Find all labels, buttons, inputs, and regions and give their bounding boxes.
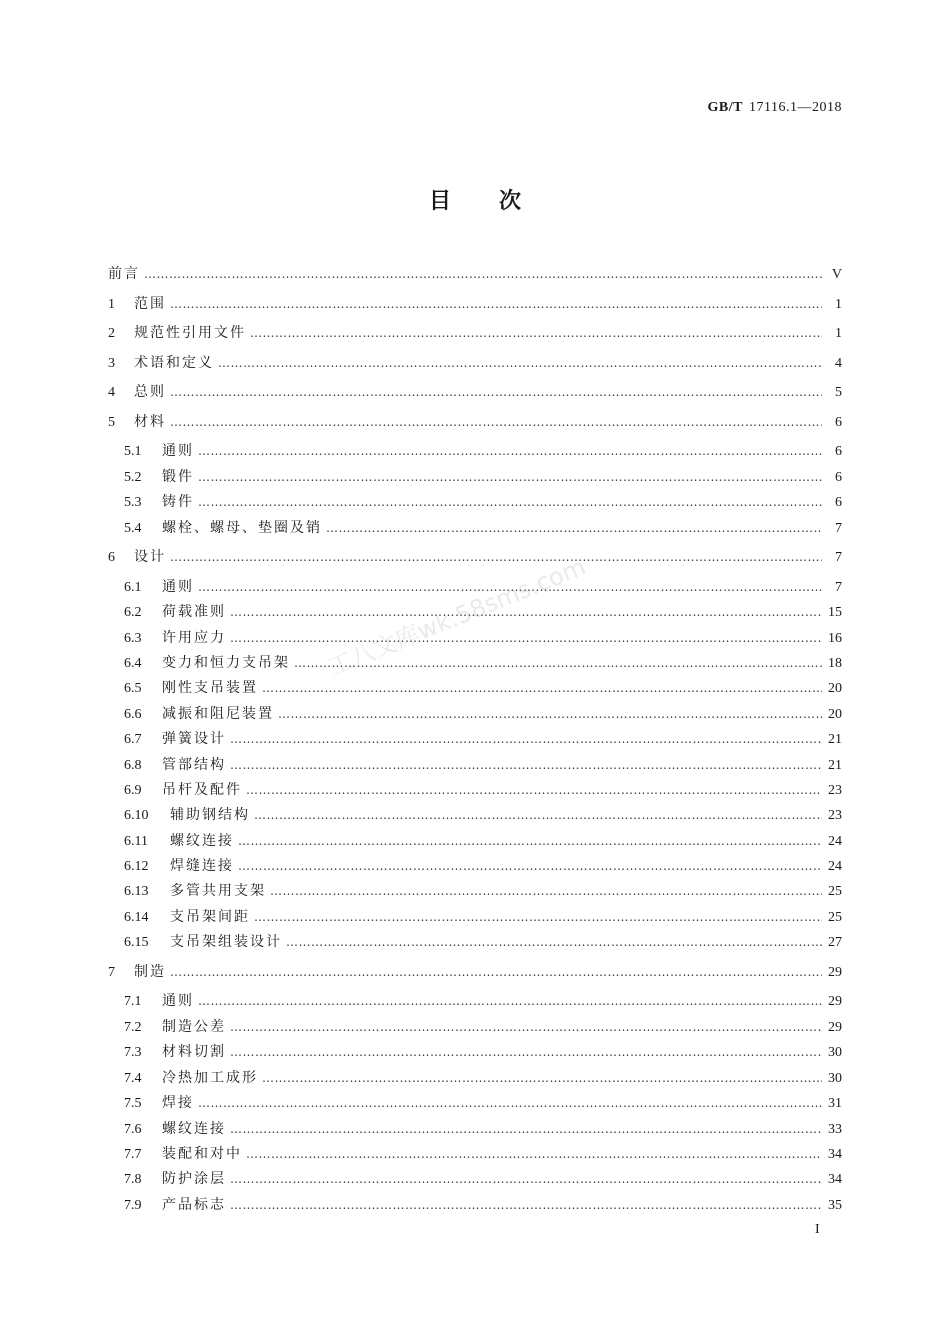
- toc-entry[interactable]: [108, 754, 842, 778]
- toc-leader-dots: [262, 1071, 822, 1085]
- toc-entry-page: 25: [828, 884, 842, 899]
- toc-leader-dots: [246, 1147, 822, 1161]
- toc-entry[interactable]: [108, 466, 842, 490]
- toc-entry-page: 29: [828, 994, 842, 1009]
- toc-entry-page: 33: [828, 1122, 842, 1137]
- toc-entry-number: 6.3: [124, 631, 142, 646]
- toc-entry-page: 29: [828, 965, 842, 980]
- toc-entry-number: 7.9: [124, 1198, 142, 1213]
- toc-entry-page: 24: [828, 834, 842, 849]
- toc-entry-label: 刚性支吊装置: [162, 680, 258, 696]
- toc-entry-number: 7.6: [124, 1122, 142, 1137]
- toc-leader-dots: [246, 783, 822, 797]
- toc-leader-dots: [198, 1096, 822, 1110]
- toc-entry[interactable]: [108, 855, 842, 879]
- toc-entry-number: 6.8: [124, 758, 142, 773]
- toc-entry[interactable]: [108, 381, 842, 405]
- toc-entry-label: 范围: [134, 296, 166, 312]
- toc-entry-page: 21: [828, 758, 842, 773]
- toc-entry[interactable]: [108, 703, 842, 727]
- toc-entry-number: 7.4: [124, 1071, 142, 1086]
- toc-entry-page: 20: [828, 707, 842, 722]
- toc-entry[interactable]: [108, 263, 842, 287]
- toc-entry[interactable]: [108, 1016, 842, 1040]
- toc-entry-page: 23: [828, 808, 842, 823]
- toc-entry-label: 焊接: [162, 1095, 194, 1111]
- toc-entry[interactable]: [108, 411, 842, 435]
- toc-entry-page: 24: [828, 859, 842, 874]
- toc-entry-number: 6.6: [124, 707, 142, 722]
- toc-leader-dots: [286, 935, 822, 949]
- toc-entry-number: 7.5: [124, 1096, 142, 1111]
- toc-entry-label: 管部结构: [162, 757, 226, 773]
- toc-entry-number: 6.2: [124, 605, 142, 620]
- toc-entry-label: 装配和对中: [162, 1146, 242, 1162]
- page-number: I: [815, 1222, 820, 1237]
- toc-leader-dots: [198, 470, 822, 484]
- toc-entry-label: 材料切割: [162, 1044, 226, 1060]
- toc-entry-number: 6.10: [124, 808, 149, 823]
- toc-entry-number: 5: [108, 415, 115, 430]
- toc-entry-label: 许用应力: [162, 630, 226, 646]
- toc-leader-dots: [218, 356, 822, 370]
- toc-leader-dots: [170, 965, 822, 979]
- toc-entry-page: 30: [828, 1045, 842, 1060]
- toc-entry-label: 规范性引用文件: [134, 325, 246, 341]
- toc-entry-page: 30: [828, 1071, 842, 1086]
- toc-leader-dots: [230, 1122, 822, 1136]
- toc-entry-label: 通则: [162, 443, 194, 459]
- toc-entry-number: 6.1: [124, 580, 142, 595]
- toc-entry-number: 7.1: [124, 994, 142, 1009]
- toc-leader-dots: [198, 444, 822, 458]
- toc-entry-page: 20: [828, 681, 842, 696]
- toc-leader-dots: [230, 758, 822, 772]
- toc-entry-number: 5.1: [124, 444, 142, 459]
- toc-entry[interactable]: [108, 880, 842, 904]
- toc-entry-page: 6: [835, 470, 842, 485]
- toc-entry-number: 6.12: [124, 859, 149, 874]
- toc-entry-page: 16: [828, 631, 842, 646]
- toc-entry-number: 7.3: [124, 1045, 142, 1060]
- toc-entry-page: 5: [835, 385, 842, 400]
- toc-entry-number: 6: [108, 550, 115, 565]
- toc-entry[interactable]: [108, 293, 842, 317]
- toc-leader-dots: [230, 1020, 822, 1034]
- toc-entry-page: 18: [828, 656, 842, 671]
- toc-leader-dots: [254, 808, 822, 822]
- toc-entry-number: 6.5: [124, 681, 142, 696]
- toc-entry-label: 变力和恒力支吊架: [162, 655, 290, 671]
- toc-entry-label: 制造: [134, 964, 166, 980]
- toc-entry[interactable]: [108, 931, 842, 955]
- toc-entry-page: 21: [828, 732, 842, 747]
- standard-number: 17116.1—2018: [749, 100, 842, 115]
- toc-entry-page: 25: [828, 910, 842, 925]
- toc-entry[interactable]: [108, 906, 842, 930]
- toc-entry-number: 5.4: [124, 521, 142, 536]
- toc-entry-page: 27: [828, 935, 842, 950]
- toc-entry[interactable]: [108, 352, 842, 376]
- toc-entry-label: 荷载准则: [162, 604, 226, 620]
- toc-entry-label: 辅助钢结构: [170, 807, 250, 823]
- toc-entry-page: 1: [835, 297, 842, 312]
- toc-leader-dots: [230, 605, 822, 619]
- toc-leader-dots: [198, 994, 822, 1008]
- toc-leader-dots: [170, 297, 822, 311]
- toc-entry-number: 2: [108, 326, 115, 341]
- toc-entry-label: 支吊架组装设计: [170, 934, 282, 950]
- toc-entry[interactable]: [108, 322, 842, 346]
- toc-leader-dots: [230, 631, 822, 645]
- toc-entry[interactable]: [108, 546, 842, 570]
- toc-entry-label: 铸件: [162, 494, 194, 510]
- toc-leader-dots: [250, 326, 822, 340]
- toc-entry-page: 6: [835, 415, 842, 430]
- toc-entry-label: 冷热加工成形: [162, 1070, 258, 1086]
- toc-entry-number: 4: [108, 385, 115, 400]
- toc-entry-label: 多管共用支架: [170, 883, 266, 899]
- toc-entry[interactable]: [108, 517, 842, 541]
- toc-entry-label: 螺纹连接: [170, 833, 234, 849]
- toc-entry-number: 6.11: [124, 834, 148, 849]
- toc-entry[interactable]: [108, 1143, 842, 1167]
- toc-leader-dots: [254, 910, 822, 924]
- toc-entry[interactable]: [108, 990, 842, 1014]
- toc-entry-label: 通则: [162, 993, 194, 1009]
- toc-leader-dots: [170, 385, 822, 399]
- toc-entry-label: 螺纹连接: [162, 1121, 226, 1137]
- toc-entry-page: 35: [828, 1198, 842, 1213]
- toc-entry[interactable]: [108, 440, 842, 464]
- toc-leader-dots: [262, 681, 822, 695]
- toc-entry-number: 7.7: [124, 1147, 142, 1162]
- toc-entry[interactable]: [108, 830, 842, 854]
- toc-entry-page: 7: [835, 521, 842, 536]
- toc-entry-label: 总则: [134, 384, 166, 400]
- toc-entry-number: 7: [108, 965, 115, 980]
- toc-leader-dots: [238, 859, 822, 873]
- toc-entry-number: 6.7: [124, 732, 142, 747]
- toc-leader-dots: [238, 834, 822, 848]
- toc-entry[interactable]: [108, 1168, 842, 1192]
- toc-entry-label: 支吊架间距: [170, 909, 250, 925]
- toc-leader-dots: [326, 521, 822, 535]
- toc-entry-number: 1: [108, 297, 115, 312]
- toc-entry-label: 焊缝连接: [170, 858, 234, 874]
- toc-entry[interactable]: [108, 627, 842, 651]
- toc-leader-dots: [144, 267, 822, 281]
- toc-entry[interactable]: [108, 1067, 842, 1091]
- toc-entry-page: 6: [835, 495, 842, 510]
- toc-entry[interactable]: [108, 779, 842, 803]
- toc-entry-page: 31: [828, 1096, 842, 1111]
- toc-entry-page: 6: [835, 444, 842, 459]
- toc-entry-page: 7: [835, 550, 842, 565]
- toc-entry-number: 3: [108, 356, 115, 371]
- toc-entry-label: 螺栓、螺母、垫圈及销: [162, 520, 322, 536]
- toc-entry[interactable]: [108, 677, 842, 701]
- toc-entry-number: 5.2: [124, 470, 142, 485]
- standard-code: [708, 100, 842, 116]
- toc-leader-dots: [198, 495, 822, 509]
- toc-entry-label: 锻件: [162, 469, 194, 485]
- toc-entry[interactable]: [108, 1041, 842, 1065]
- toc-entry[interactable]: [108, 652, 842, 676]
- toc-entry-page: 34: [828, 1172, 842, 1187]
- toc-entry-number: 7.2: [124, 1020, 142, 1035]
- toc-leader-dots: [230, 1045, 822, 1059]
- toc-leader-dots: [230, 1172, 822, 1186]
- toc-entry-label: 术语和定义: [134, 355, 214, 371]
- toc-leader-dots: [270, 884, 822, 898]
- toc-entry-page: 29: [828, 1020, 842, 1035]
- toc-entry-number: 6.13: [124, 884, 149, 899]
- watermark: 工八文库wk.58sms.com: [324, 552, 590, 682]
- standard-prefix: GB/T: [707, 100, 744, 115]
- toc-leader-dots: [170, 550, 822, 564]
- toc-entry-label: 减振和阻尼装置: [162, 706, 274, 722]
- toc-entry[interactable]: [108, 1194, 842, 1218]
- toc-leader-dots: [170, 415, 822, 429]
- toc-entry-page: 34: [828, 1147, 842, 1162]
- toc-entry-number: 6.4: [124, 656, 142, 671]
- toc-entry-label: 前言: [108, 266, 140, 282]
- toc-entry-label: 设计: [134, 549, 166, 565]
- toc-leader-dots: [230, 732, 822, 746]
- toc-entry-number: 6.9: [124, 783, 142, 798]
- page-title: 目次: [428, 188, 569, 214]
- toc-entry-label: 防护涂层: [162, 1171, 226, 1187]
- toc-entry-page: V: [831, 267, 842, 282]
- toc-entry-number: 7.8: [124, 1172, 142, 1187]
- toc-entry[interactable]: [108, 804, 842, 828]
- toc-entry-number: 6.14: [124, 910, 149, 925]
- toc-entry-label: 材料: [134, 414, 166, 430]
- toc-entry[interactable]: [108, 491, 842, 515]
- toc-entry-label: 制造公差: [162, 1019, 226, 1035]
- toc-entry[interactable]: [108, 728, 842, 752]
- toc-entry-label: 弹簧设计: [162, 731, 226, 747]
- toc-entry[interactable]: [108, 1118, 842, 1142]
- toc-entry-page: 4: [835, 356, 842, 371]
- toc-entry-page: 1: [835, 326, 842, 341]
- toc-entry-number: 5.3: [124, 495, 142, 510]
- toc-entry-page: 23: [828, 783, 842, 798]
- toc-leader-dots: [278, 707, 822, 721]
- toc-entry-page: 15: [828, 605, 842, 620]
- toc-entry-label: 产品标志: [162, 1197, 226, 1213]
- toc-entry[interactable]: [108, 1092, 842, 1116]
- toc-entry[interactable]: [108, 961, 842, 985]
- toc-entry-page: 7: [835, 580, 842, 595]
- toc-leader-dots: [230, 1198, 822, 1212]
- toc-entry-label: 吊杆及配件: [162, 782, 242, 798]
- toc-entry-label: 通则: [162, 579, 194, 595]
- toc-entry-number: 6.15: [124, 935, 149, 950]
